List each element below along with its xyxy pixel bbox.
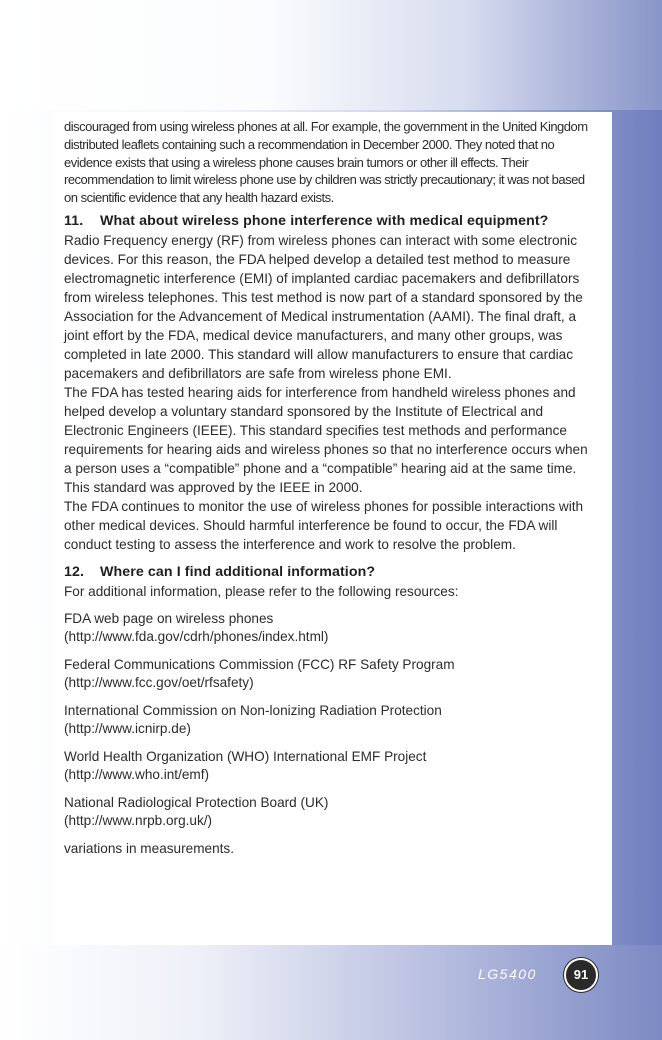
resource-nrpb bbox=[64, 794, 592, 831]
resource-name: FDA web page on wireless phones bbox=[64, 610, 274, 626]
resource-name: World Health Organization (WHO) International EMF Project bbox=[64, 748, 427, 764]
resource-name: National Radiological Protection Board (UK) bbox=[64, 794, 329, 810]
resource-url[interactable]: (http://www.fcc.gov/oet/rfsafety) bbox=[64, 675, 254, 691]
section-11-number: 11. bbox=[64, 212, 84, 229]
resource-icnirp bbox=[64, 702, 592, 739]
section-11-heading bbox=[64, 213, 592, 229]
header-band bbox=[0, 0, 662, 110]
page-number-badge: 91 bbox=[564, 958, 598, 992]
resource-fda bbox=[64, 610, 592, 647]
resource-url[interactable]: (http://www.who.int/emf) bbox=[64, 767, 210, 783]
resource-fcc bbox=[64, 656, 592, 693]
resource-name: Federal Communications Commission (FCC) RF Safety Program bbox=[64, 656, 455, 672]
section-12-intro: For additional information, please refer to the following resources: bbox=[64, 583, 459, 599]
section-12-heading bbox=[64, 564, 592, 580]
brand-model: LG5400 bbox=[478, 966, 537, 982]
footer-band bbox=[0, 945, 662, 1040]
section-11-paragraph-2: The FDA has tested hearing aids for interference from handheld wireless phones and helped develop a voluntary standard sponsored by the Institute of Electrical and Electronic Engineers (IEEE). This standard specifies test methods and performance requirements for hearing aids and wireless phones so that no interference occurs when a person uses a “compatible” phone and a “compatible” hearing aid at the same time. This standard was approved by the IEEE in 2000. bbox=[64, 384, 588, 495]
page-text bbox=[64, 118, 592, 858]
resource-who bbox=[64, 748, 592, 785]
resource-url[interactable]: (http://www.nrpb.org.uk/) bbox=[64, 813, 213, 829]
trailing-text bbox=[64, 840, 592, 859]
section-12-number: 12. bbox=[64, 563, 85, 580]
intro-paragraph: discouraged from using wireless phones at all. For example, the government in the United Kingdom distributed leaflets containing such a recommendation in December 2000. They noted that no evidence exists that using a wireless phone causes brain tumors or other ill effects. Their recommendation to limit wireless phone use by children was strictly precautionary; it was not based on scientific evidence that any health hazard exists. bbox=[64, 119, 588, 206]
resource-name: International Commission on Non-lonizing Radiation Protection bbox=[64, 702, 442, 718]
resource-url[interactable]: (http://www.icnirp.de) bbox=[64, 721, 191, 737]
trailing-line: variations in measurements. bbox=[64, 840, 234, 856]
resource-url[interactable]: (http://www.fda.gov/cdrh/phones/index.html) bbox=[64, 629, 329, 645]
section-11-title: What about wireless phone interference with medical equipment? bbox=[100, 212, 549, 229]
section-11-paragraph-3: The FDA continues to monitor the use of wireless phones for possible interactions with other medical devices. Should harmful interference be found to occur, the FDA will conduct testing to assess the interference and work to resolve the problem. bbox=[64, 498, 584, 552]
section-12-title: Where can I find additional information? bbox=[100, 563, 376, 580]
section-11-paragraph-1: Radio Frequency energy (RF) from wireless phones can interact with some electronic devices. For this reason, the FDA helped develop a detailed test method to measure electromagnetic interference (EMI) of implanted cardiac pacemakers and defibrillators from wireless telephones. This test method is now part of a standard sponsored by the Association for the Advancement of Medical instrumentation (AAMI). The final draft, a joint effort by the FDA, medical device manufacturers, and many other groups, was completed in late 2000. This standard will allow manufacturers to ensure that cardiac pacemakers and defibrillators are safe from wireless phone EMI. bbox=[64, 232, 583, 381]
